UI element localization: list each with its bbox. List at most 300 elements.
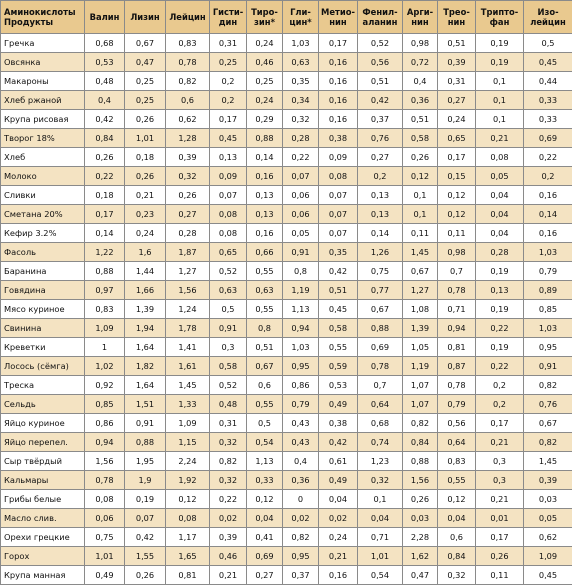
value-cell: 0,18 <box>125 148 166 167</box>
value-cell: 0,07 <box>283 167 319 186</box>
table-row <box>1 300 572 319</box>
value-cell: 0,16 <box>247 224 283 243</box>
value-cell: 1,33 <box>166 395 210 414</box>
value-cell: 0,84 <box>438 547 476 566</box>
value-cell: 1,05 <box>403 338 438 357</box>
value-cell: 0,51 <box>403 110 438 129</box>
value-cell: 0,25 <box>247 72 283 91</box>
value-cell: 0,78 <box>166 53 210 72</box>
value-cell: 0,22 <box>524 148 572 167</box>
value-cell: 0,12 <box>166 490 210 509</box>
corner-label-products: Продукты <box>4 17 54 27</box>
value-cell: 0,88 <box>403 452 438 471</box>
value-cell: 0,91 <box>210 319 247 338</box>
value-cell: 1,45 <box>166 376 210 395</box>
product-name-cell: Творог 18% <box>1 129 85 148</box>
table-row <box>1 357 572 376</box>
value-cell: 1,03 <box>524 243 572 262</box>
value-cell: 0,28 <box>166 224 210 243</box>
value-cell: 0,51 <box>438 34 476 53</box>
value-cell: 1,51 <box>125 395 166 414</box>
table-row <box>1 395 572 414</box>
product-name-cell: Сельдь <box>1 395 85 414</box>
header-row <box>1 1 572 34</box>
value-cell: 0,13 <box>247 186 283 205</box>
value-cell: 0,42 <box>319 433 358 452</box>
value-cell: 0,53 <box>319 376 358 395</box>
product-name-cell: Гречка <box>1 34 85 53</box>
table-row <box>1 338 572 357</box>
value-cell: 0,28 <box>476 243 524 262</box>
value-cell: 0,11 <box>438 224 476 243</box>
value-cell: 1,03 <box>283 338 319 357</box>
value-cell: 0,19 <box>125 490 166 509</box>
value-cell: 1,82 <box>125 357 166 376</box>
value-cell: 0,35 <box>319 243 358 262</box>
value-cell: 0,27 <box>358 148 403 167</box>
value-cell: 1,24 <box>166 300 210 319</box>
value-cell: 0,11 <box>403 224 438 243</box>
value-cell: 0,56 <box>438 414 476 433</box>
value-cell: 0,61 <box>319 452 358 471</box>
value-cell: 0,67 <box>247 357 283 376</box>
value-cell: 1,95 <box>125 452 166 471</box>
value-cell: 0,14 <box>524 205 572 224</box>
value-cell: 0,1 <box>476 91 524 110</box>
value-cell: 0,17 <box>476 528 524 547</box>
value-cell: 0,84 <box>85 129 125 148</box>
value-cell: 0,17 <box>319 34 358 53</box>
value-cell: 0,32 <box>438 566 476 585</box>
value-cell: 0,04 <box>438 509 476 528</box>
table-row <box>1 148 572 167</box>
value-cell: 1,45 <box>403 243 438 262</box>
value-cell: 0,04 <box>476 186 524 205</box>
value-cell: 0,82 <box>403 414 438 433</box>
value-cell: 0,46 <box>247 53 283 72</box>
value-cell: 0,04 <box>476 205 524 224</box>
value-cell: 0,6 <box>438 528 476 547</box>
value-cell: 1,92 <box>166 471 210 490</box>
value-cell: 0,07 <box>319 224 358 243</box>
value-cell: 0,21 <box>476 433 524 452</box>
value-cell: 0,14 <box>358 224 403 243</box>
column-header-label: Фенил- <box>362 6 398 17</box>
value-cell: 0,03 <box>403 509 438 528</box>
product-name-cell: Фасоль <box>1 243 85 262</box>
value-cell: 1,19 <box>403 357 438 376</box>
value-cell: 1,87 <box>166 243 210 262</box>
table-row <box>1 186 572 205</box>
column-header-label: Трипто- <box>480 6 519 17</box>
value-cell: 1,56 <box>166 281 210 300</box>
value-cell: 0,76 <box>524 395 572 414</box>
value-cell: 0,51 <box>358 72 403 91</box>
value-cell: 0,42 <box>125 528 166 547</box>
table-row <box>1 528 572 547</box>
table-row <box>1 547 572 566</box>
value-cell: 0,56 <box>358 53 403 72</box>
column-header-label: нин <box>411 17 429 27</box>
value-cell: 0,37 <box>283 566 319 585</box>
value-cell: 0,55 <box>319 338 358 357</box>
column-header-label: цин* <box>289 17 312 27</box>
value-cell: 0,45 <box>319 300 358 319</box>
value-cell: 0,03 <box>524 490 572 509</box>
value-cell: 0,45 <box>524 566 572 585</box>
value-cell: 0,21 <box>476 490 524 509</box>
value-cell: 0,5 <box>247 414 283 433</box>
value-cell: 0,85 <box>85 395 125 414</box>
value-cell: 0,32 <box>210 471 247 490</box>
value-cell: 1,26 <box>358 243 403 262</box>
table-row <box>1 91 572 110</box>
value-cell: 0,26 <box>476 547 524 566</box>
value-cell: 0,12 <box>438 490 476 509</box>
column-header-label: зин* <box>254 17 275 27</box>
value-cell: 0,22 <box>85 167 125 186</box>
value-cell: 0,48 <box>85 72 125 91</box>
table-row <box>1 281 572 300</box>
product-name-cell: Свинина <box>1 319 85 338</box>
column-header-label: Лейцин <box>169 11 206 22</box>
value-cell: 0,18 <box>85 186 125 205</box>
value-cell: 0,33 <box>524 91 572 110</box>
value-cell: 2,28 <box>403 528 438 547</box>
value-cell: 1,56 <box>85 452 125 471</box>
value-cell: 0,65 <box>438 129 476 148</box>
value-cell: 0,91 <box>125 414 166 433</box>
value-cell: 0,04 <box>319 490 358 509</box>
value-cell: 1,94 <box>125 319 166 338</box>
value-cell: 0,02 <box>283 509 319 528</box>
value-cell: 0,36 <box>283 471 319 490</box>
value-cell: 1,28 <box>166 129 210 148</box>
value-cell: 0,13 <box>358 205 403 224</box>
product-name-cell: Лосось (сёмга) <box>1 357 85 376</box>
value-cell: 0,07 <box>319 186 358 205</box>
value-cell: 0,39 <box>524 471 572 490</box>
table-body <box>1 34 572 585</box>
value-cell: 0,6 <box>166 91 210 110</box>
table-row <box>1 53 572 72</box>
value-cell: 1,13 <box>283 300 319 319</box>
value-cell: 0,53 <box>85 53 125 72</box>
value-cell: 0,19 <box>476 262 524 281</box>
product-name-cell: Говядина <box>1 281 85 300</box>
value-cell: 0,58 <box>319 319 358 338</box>
value-cell: 0,67 <box>358 300 403 319</box>
value-cell: 1,08 <box>403 300 438 319</box>
value-cell: 0,16 <box>247 167 283 186</box>
product-name-cell: Масло слив. <box>1 509 85 528</box>
value-cell: 0,36 <box>403 91 438 110</box>
value-cell: 0,25 <box>210 53 247 72</box>
value-cell: 0,89 <box>524 281 572 300</box>
value-cell: 1,03 <box>283 34 319 53</box>
value-cell: 0,67 <box>403 262 438 281</box>
column-header-label: нин <box>447 17 466 27</box>
value-cell: 0,77 <box>358 281 403 300</box>
value-cell: 1,6 <box>125 243 166 262</box>
value-cell: 0,95 <box>283 547 319 566</box>
value-cell: 2,24 <box>166 452 210 471</box>
value-cell: 0,82 <box>524 433 572 452</box>
value-cell: 0,67 <box>125 34 166 53</box>
value-cell: 0,52 <box>358 34 403 53</box>
value-cell: 0,63 <box>210 281 247 300</box>
value-cell: 0,1 <box>403 205 438 224</box>
value-cell: 0,04 <box>476 224 524 243</box>
value-cell: 0,02 <box>210 509 247 528</box>
value-cell: 1 <box>85 338 125 357</box>
value-cell: 1,01 <box>125 129 166 148</box>
value-cell: 1,07 <box>403 376 438 395</box>
corner-header-cell <box>1 1 85 34</box>
value-cell: 0,58 <box>403 129 438 148</box>
table-header <box>1 1 572 34</box>
table-row <box>1 34 572 53</box>
value-cell: 0,72 <box>403 53 438 72</box>
value-cell: 1,01 <box>85 547 125 566</box>
column-header <box>524 1 572 34</box>
value-cell: 0,2 <box>476 376 524 395</box>
value-cell: 1,22 <box>85 243 125 262</box>
value-cell: 0,1 <box>358 490 403 509</box>
value-cell: 0 <box>283 490 319 509</box>
value-cell: 0,82 <box>283 528 319 547</box>
value-cell: 0,21 <box>476 129 524 148</box>
value-cell: 0,09 <box>210 167 247 186</box>
value-cell: 0,38 <box>319 129 358 148</box>
value-cell: 0,24 <box>319 528 358 547</box>
value-cell: 1,45 <box>524 452 572 471</box>
value-cell: 0,26 <box>166 186 210 205</box>
value-cell: 0,04 <box>358 509 403 528</box>
value-cell: 1,61 <box>166 357 210 376</box>
value-cell: 0,69 <box>247 547 283 566</box>
value-cell: 0,16 <box>524 224 572 243</box>
value-cell: 0,01 <box>476 509 524 528</box>
value-cell: 0,25 <box>125 91 166 110</box>
product-name-cell: Хлеб ржаной <box>1 91 85 110</box>
column-header <box>403 1 438 34</box>
value-cell: 0,88 <box>125 433 166 452</box>
value-cell: 0,69 <box>524 129 572 148</box>
column-header-label: Гисти- <box>212 6 244 17</box>
value-cell: 0,65 <box>210 243 247 262</box>
value-cell: 0,08 <box>210 224 247 243</box>
column-header-label: Гли- <box>290 6 311 17</box>
value-cell: 0,78 <box>438 376 476 395</box>
value-cell: 1,02 <box>85 357 125 376</box>
value-cell: 0,31 <box>210 34 247 53</box>
value-cell: 0,13 <box>476 281 524 300</box>
product-name-cell: Грибы белые <box>1 490 85 509</box>
value-cell: 0,2 <box>210 91 247 110</box>
value-cell: 0,17 <box>85 205 125 224</box>
value-cell: 1,17 <box>166 528 210 547</box>
value-cell: 0,51 <box>319 281 358 300</box>
product-name-cell: Горох <box>1 547 85 566</box>
value-cell: 0,86 <box>283 376 319 395</box>
column-header-label: аланин <box>362 17 398 27</box>
table-row <box>1 224 572 243</box>
product-name-cell: Крупа рисовая <box>1 110 85 129</box>
table-row <box>1 167 572 186</box>
value-cell: 0,19 <box>476 300 524 319</box>
value-cell: 0,63 <box>283 53 319 72</box>
value-cell: 0,26 <box>125 566 166 585</box>
table-row <box>1 72 572 91</box>
value-cell: 1,09 <box>524 547 572 566</box>
table-row <box>1 452 572 471</box>
value-cell: 0,14 <box>247 148 283 167</box>
product-name-cell: Сыр твёрдый <box>1 452 85 471</box>
table-row <box>1 566 572 585</box>
value-cell: 0,71 <box>438 300 476 319</box>
product-name-cell: Овсянка <box>1 53 85 72</box>
table-row <box>1 509 572 528</box>
value-cell: 0,24 <box>125 224 166 243</box>
value-cell: 1,39 <box>125 300 166 319</box>
value-cell: 0,27 <box>438 91 476 110</box>
value-cell: 0,83 <box>85 300 125 319</box>
value-cell: 1,07 <box>403 395 438 414</box>
value-cell: 0,51 <box>247 338 283 357</box>
value-cell: 0,55 <box>247 262 283 281</box>
value-cell: 0,32 <box>166 167 210 186</box>
product-name-cell: Макароны <box>1 72 85 91</box>
value-cell: 0,98 <box>403 34 438 53</box>
value-cell: 1,9 <box>125 471 166 490</box>
product-name-cell: Кальмары <box>1 471 85 490</box>
value-cell: 0,78 <box>85 471 125 490</box>
value-cell: 0,98 <box>438 243 476 262</box>
value-cell: 0,67 <box>524 414 572 433</box>
value-cell: 0,94 <box>438 319 476 338</box>
value-cell: 0,42 <box>319 262 358 281</box>
value-cell: 0,43 <box>283 433 319 452</box>
product-name-cell: Яйцо куриное <box>1 414 85 433</box>
value-cell: 0,7 <box>358 376 403 395</box>
value-cell: 0,16 <box>319 72 358 91</box>
value-cell: 0,14 <box>85 224 125 243</box>
value-cell: 0,3 <box>476 452 524 471</box>
value-cell: 0,27 <box>247 566 283 585</box>
value-cell: 0,82 <box>210 452 247 471</box>
value-cell: 0,26 <box>403 490 438 509</box>
value-cell: 0,95 <box>283 357 319 376</box>
column-header <box>85 1 125 34</box>
value-cell: 0,4 <box>85 91 125 110</box>
product-name-cell: Кефир 3.2% <box>1 224 85 243</box>
value-cell: 0,8 <box>247 319 283 338</box>
table-row <box>1 129 572 148</box>
value-cell: 0,81 <box>166 566 210 585</box>
value-cell: 0,2 <box>476 395 524 414</box>
value-cell: 1,64 <box>125 376 166 395</box>
value-cell: 0,95 <box>524 338 572 357</box>
value-cell: 0,76 <box>358 129 403 148</box>
value-cell: 0,31 <box>210 414 247 433</box>
column-header <box>166 1 210 34</box>
value-cell: 1,27 <box>403 281 438 300</box>
value-cell: 0,83 <box>166 34 210 53</box>
value-cell: 0,12 <box>438 205 476 224</box>
value-cell: 0,49 <box>319 471 358 490</box>
product-name-cell: Молоко <box>1 167 85 186</box>
table-row <box>1 490 572 509</box>
value-cell: 0,59 <box>319 357 358 376</box>
value-cell: 0,68 <box>358 414 403 433</box>
value-cell: 0,06 <box>85 509 125 528</box>
column-header <box>210 1 247 34</box>
value-cell: 0,22 <box>476 319 524 338</box>
value-cell: 0,41 <box>247 528 283 547</box>
column-header-label: дин <box>218 17 238 27</box>
product-name-cell: Крупа манная <box>1 566 85 585</box>
value-cell: 0,07 <box>319 205 358 224</box>
value-cell: 0,5 <box>210 300 247 319</box>
value-cell: 0,85 <box>524 300 572 319</box>
value-cell: 0,26 <box>85 148 125 167</box>
value-cell: 1,27 <box>166 262 210 281</box>
value-cell: 0,58 <box>210 357 247 376</box>
column-header <box>476 1 524 34</box>
value-cell: 0,24 <box>247 34 283 53</box>
value-cell: 0,54 <box>247 433 283 452</box>
value-cell: 0,26 <box>125 110 166 129</box>
value-cell: 0,39 <box>438 53 476 72</box>
value-cell: 0,63 <box>247 281 283 300</box>
value-cell: 0,08 <box>85 490 125 509</box>
value-cell: 0,78 <box>438 281 476 300</box>
value-cell: 0,94 <box>85 433 125 452</box>
value-cell: 0,74 <box>358 433 403 452</box>
value-cell: 0,62 <box>166 110 210 129</box>
product-name-cell: Сметана 20% <box>1 205 85 224</box>
value-cell: 0,46 <box>210 547 247 566</box>
value-cell: 1,23 <box>358 452 403 471</box>
column-header-label: Метио- <box>321 6 355 17</box>
value-cell: 0,82 <box>166 72 210 91</box>
value-cell: 0,19 <box>476 53 524 72</box>
column-header <box>283 1 319 34</box>
value-cell: 0,07 <box>210 186 247 205</box>
value-cell: 0,87 <box>438 357 476 376</box>
value-cell: 0,88 <box>247 129 283 148</box>
value-cell: 0,13 <box>210 148 247 167</box>
value-cell: 0,91 <box>283 243 319 262</box>
value-cell: 1,64 <box>125 338 166 357</box>
value-cell: 0,06 <box>283 205 319 224</box>
product-name-cell: Мясо куриное <box>1 300 85 319</box>
column-header-label: фан <box>489 17 510 27</box>
value-cell: 1,65 <box>166 547 210 566</box>
column-header-label: Арги- <box>406 6 434 17</box>
value-cell: 0,5 <box>524 34 572 53</box>
value-cell: 0,05 <box>283 224 319 243</box>
value-cell: 1,09 <box>85 319 125 338</box>
value-cell: 0,16 <box>524 186 572 205</box>
corner-label-amino-acids: Аминокислоты <box>4 6 76 17</box>
value-cell: 0,79 <box>438 395 476 414</box>
value-cell: 0,22 <box>476 357 524 376</box>
value-cell: 0,52 <box>210 262 247 281</box>
table-row <box>1 319 572 338</box>
value-cell: 0,13 <box>247 205 283 224</box>
